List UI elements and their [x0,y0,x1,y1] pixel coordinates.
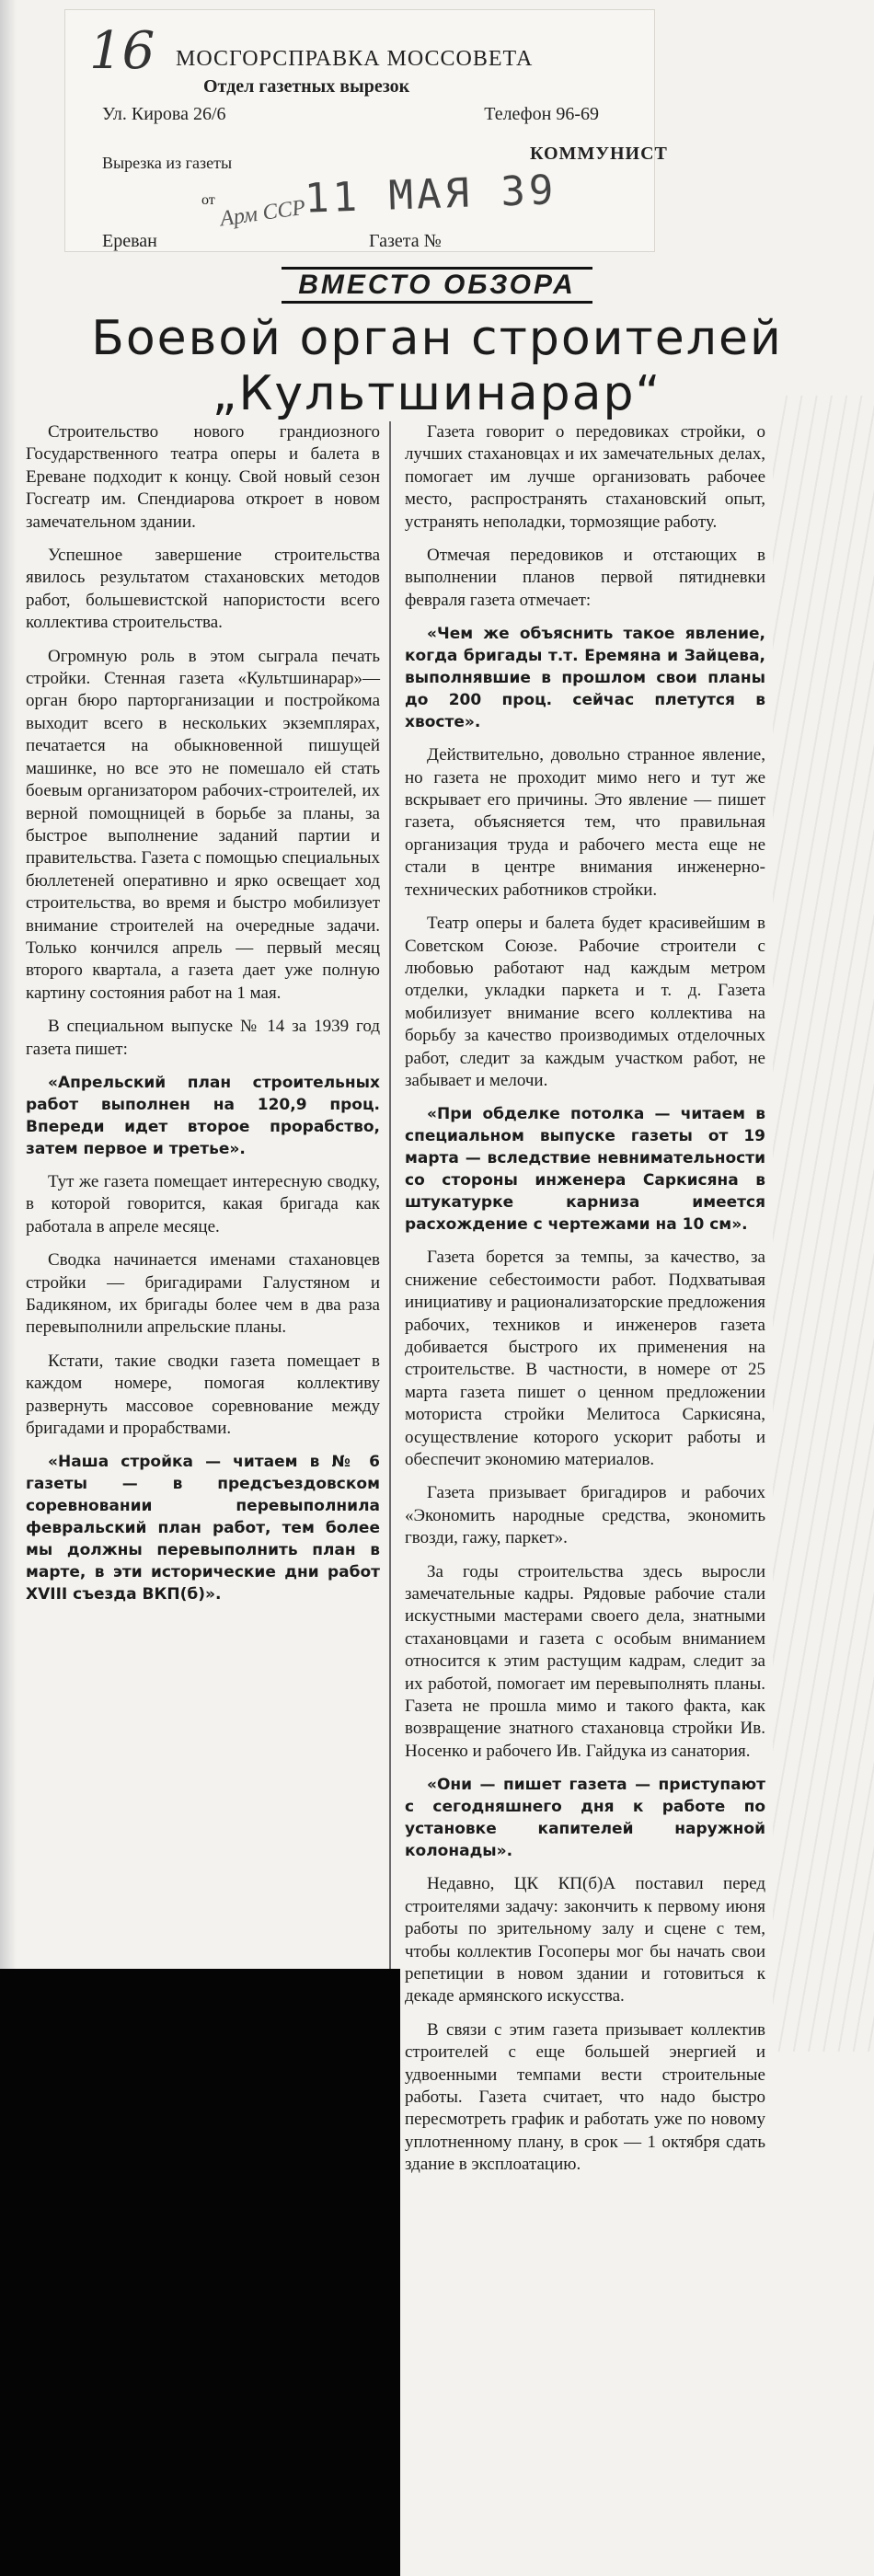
article-paragraph: Газета призывает бригадиров и рабочих «Экономить народные средства, экономить гвозди, гажу, паркет». [405,1483,765,1548]
quote-paragraph: «При обделке потолка — читаем в специальном выпуске газеты от 19 марта — вследствие невнимательности со стороны инженера Саркисяна в штукатурке карниза имеется расхождение с чертежами на 10 см». [405,1105,765,1235]
agency-address: Ул. Кирова 26/6 [102,104,226,124]
clipping-header-slip [64,9,668,252]
article-column-left [26,421,380,1616]
issue-label: Газета № [369,231,442,251]
scan-artifact [773,396,874,2052]
article-paragraph: За годы строительства здесь выросли замечательные кадры. Рядовые рабочие стали искустными мастерами своего дела, знатными стахановцами и газета с особым вниманием относится к этим растущим кадрам, следит за их работой, помогает им перевыполнять планы. Газета не прошла мимо и такого факта, как возвращение знатного стахановца стройки Ив. Носенко и рабочего Ив. Гайдука из санатория. [405,1561,765,1761]
quote-paragraph: «Наша стройка — читаем в № 6 газеты — в предсъездовском соревновании перевыполнила февральский план работ, тем более мы должны перевыполнить план в марте, в эти исторические дни работ XVIII съезда ВКП(б)». [26,1453,380,1604]
article-paragraph: Строительство нового грандиозного Государственного театра оперы и балета в Ереване подходит к концу. Свой новый сезон Госгеатр им. Спендиарова откроет в новом замечательном здании. [26,422,380,532]
quote-paragraph: «Чем же объяснить такое явление, когда бригады т.т. Еремяна и Зайцева, выполнявшие в прошлом свои планы до 200 проц. сейчас плетутся в хвосте». [405,625,765,732]
headline-line-1: Боевой орган строителей [91,311,783,366]
scan-black-margin [0,1969,400,2576]
article-paragraph: В связи с этим газета призывает коллектив строителей с еще большей энергией и удвоенными темпами вести строительные работы. Газета считает, что надо быстро пересмотреть график и работать уже по новому уплотненному плану, в срок — 1 октября сдать здание в эксплоатацию. [405,2019,765,2175]
article-kicker: ВМЕСТО ОБЗОРА [0,267,874,304]
article-paragraph: Театр оперы и балета будет красивейшим в Советском Союзе. Рабочие строители с любовью работают над каждым метром отделки, укладки паркета и т. д. Газета мобилизует внимание всего коллектива на борьбу за качество производимых отделочных работ, следит за каждым участком работ, не забывает и мелочи. [405,914,765,1090]
date-stamp: 11 МАЯ 39 [304,167,558,223]
department-name: Отдел газетных вырезок [203,76,410,97]
city-name: Ереван [102,231,157,251]
article-paragraph: Газета говорит о передовиках стройки, о лучших стахановцах и их замечательных делах, помогает им лучше организовать рабочее место, распространять стахановский опыт, устранять неполадки, тормозящие работу. [405,422,765,532]
article-paragraph: Газета борется за темпы, за качество, за снижение себестоимости работ. Подхватывая инициативу и рационализаторские предложения рабочих, техников и инженеров газета добивается быстрого их применения на строительстве. В частности, в номере от 25 марта газета пишет о ценном предложении моториста стройки Мелитоса Саркисяна, осуществление которого ускорит работы и обеспечит экономию материалов. [405,1248,765,1469]
newspaper-name: КОММУНИСТ [530,144,668,164]
article-paragraph: Успешное завершение строительства явилось результатом стахановских методов работ, большевистской напористости всего коллектива строительства. [26,546,380,633]
agency-phone: Телефон 96-69 [484,104,599,124]
date-label: от [201,192,215,208]
article-paragraph: Сводка начинается именами стахановцев стройки — бригадирами Галустяном и Бадикяном, их бригады более чем в два раза перевыполнили апрельские планы. [26,1250,380,1338]
article-headline [0,311,874,421]
agency-name: МОСГОРСПРАВКА МОССОВЕТА [176,47,534,71]
article-column-right [405,421,765,2188]
article-paragraph: Отмечая передовиков и отстающих в выполнении планов первой пятидневки февраля газета отмечает: [405,546,765,610]
handwritten-page-number: 16 [89,21,155,81]
handwritten-annotation: Арм ССР [218,195,307,232]
article-paragraph: Тут же газета помещает интересную сводку, в которой говорится, какая бригада как работала в апреле месяце. [26,1171,380,1236]
article-paragraph: Кстати, такие сводки газета помещает в каждом номере, помогая коллективу развернуть массовое соревнование между бригадами и прорабствами. [26,1351,380,1439]
article-paragraph: Недавно, ЦК КП(б)А поставил перед строителями задачу: закончить к первому июня работы по зрительному залу и сцене с тем, чтобы коллектив Госоперы мог бы начать свои репетиции в новом здании и готовиться к декаде армянского искусства. [405,1874,765,2007]
headline-line-2: „Культшинарар“ [212,366,662,421]
article-paragraph: Действительно, довольно странное явление, но газета не проходит мимо него и тут же вскрывает его причины. Это явление — пишет газета, объясняется тем, что правильная организация труда и рабочего места еще не стали в центре внимания инженерно-технических работников стройки. [405,745,765,900]
article-paragraph: В специальном выпуске № 14 за 1939 год газета пишет: [26,1017,380,1059]
quote-paragraph: «Апрельский план строительных работ выполнен на 120,9 проц. Впереди идет второе прорабство, затем первое и третье». [26,1073,380,1158]
article-paragraph: Огромную роль в этом сыграла печать стройки. Стенная газета «Культшинарар»—орган бюро парторганизации и постройкома выходит всего в нескольких экземплярах, печатается на обыкновенной пишущей машинке, но все это не помешало ей стать боевым организатором рабочих-строителей, их верной помощницей в борьбе за планы, за быстрое выполнение заданий партии и правительства. Газета с помощью специальных бюллетеней оперативно и ярко освещает ход строительства, во время и быстро мобилизует внимание строителей на очередные задачи. Только кончился апрель — первый месяц второго квартала, а газета дает уже полную картину состояния работ на 1 мая. [26,646,380,1003]
quote-paragraph: «Они — пишет газета — приступают с сегодняшнего дня к работе по установке капителей наружной колонады». [405,1776,765,1861]
clipping-label: Вырезка из газеты [102,154,233,172]
